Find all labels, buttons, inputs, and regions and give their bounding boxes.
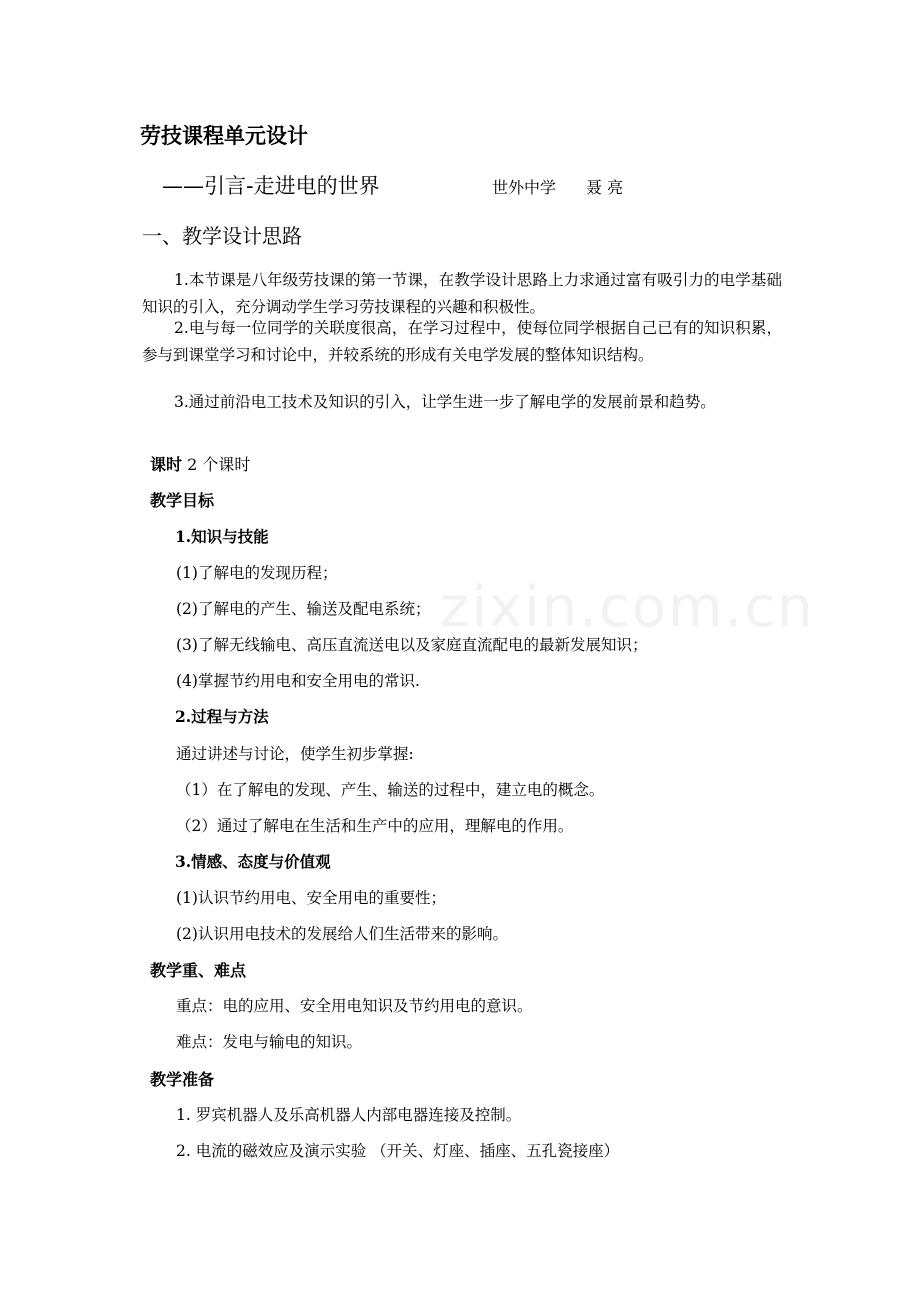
author-line bbox=[492, 175, 623, 198]
design-item-2: 2.电与每一位同学的关联度很高，在学习过程中，使每位同学根据自己已有的知识积累，参与到课堂学习和讨论中，并较系统的形成有关电学发展的整体知识结构。 bbox=[142, 319, 782, 364]
process-item-1: （1）在了解电的发现、产生、输送的过程中，建立电的概念。 bbox=[176, 781, 605, 799]
preparation-item-2: 2. 电流的磁效应及演示实验 （开关、灯座、插座、五孔瓷接座） bbox=[176, 1142, 620, 1160]
keypoints-heading: 教学重、难点 bbox=[150, 961, 247, 980]
knowledge-item-3: (3)了解无线输电、高压直流送电以及家庭直流配电的最新发展知识； bbox=[176, 636, 648, 654]
keypoint-difficult: 难点：发电与输电的知识。 bbox=[176, 1033, 363, 1051]
hours-line bbox=[150, 452, 250, 475]
document-subtitle: ——引言-走进电的世界 bbox=[162, 174, 380, 198]
values-item-2: (2)认识用电技术的发展给人们生活带来的影响。 bbox=[176, 925, 508, 943]
process-item-2: （2）通过了解电在生活和生产中的应用，理解电的作用。 bbox=[176, 817, 574, 835]
preparation-heading: 教学准备 bbox=[150, 1070, 215, 1089]
values-heading: 3.情感、态度与价值观 bbox=[175, 852, 331, 871]
hours-label: 课时 bbox=[150, 455, 183, 474]
knowledge-item-2: (2)了解电的产生、输送及配电系统； bbox=[176, 600, 431, 618]
school-name: 世外中学 bbox=[492, 178, 557, 197]
watermark: zixin.com.cn bbox=[440, 575, 815, 640]
preparation-item-1: 1. 罗宾机器人及乐高机器人内部电器连接及控制。 bbox=[176, 1106, 522, 1124]
knowledge-item-1: (1)了解电的发现历程； bbox=[176, 564, 338, 582]
design-item-3: 3.通过前沿电工技术及知识的引入，让学生进一步了解电学的发展前景和趋势。 bbox=[174, 393, 716, 411]
author-name: 聂 亮 bbox=[586, 178, 624, 197]
keypoint-key: 重点：电的应用、安全用电知识及节约用电的意识。 bbox=[176, 997, 533, 1015]
process-heading: 2.过程与方法 bbox=[175, 707, 269, 726]
section-heading-design: 一、教学设计思路 bbox=[142, 224, 302, 248]
knowledge-heading: 1.知识与技能 bbox=[175, 527, 269, 546]
knowledge-item-4: (4)掌握节约用电和安全用电的常识. bbox=[176, 672, 420, 690]
objectives-heading: 教学目标 bbox=[150, 491, 215, 510]
process-intro: 通过讲述与讨论，使学生初步掌握: bbox=[176, 745, 414, 763]
document-title: 劳技课程单元设计 bbox=[140, 124, 308, 148]
hours-value: 2 个课时 bbox=[187, 455, 251, 474]
values-item-1: (1)认识节约用电、安全用电的重要性； bbox=[176, 889, 446, 907]
design-item-1: 1.本节课是八年级劳技课的第一节课，在教学设计思路上力求通过富有吸引力的电学基础知识的引入，充分调动学生学习劳技课程的兴趣和积极性。 bbox=[142, 271, 782, 316]
